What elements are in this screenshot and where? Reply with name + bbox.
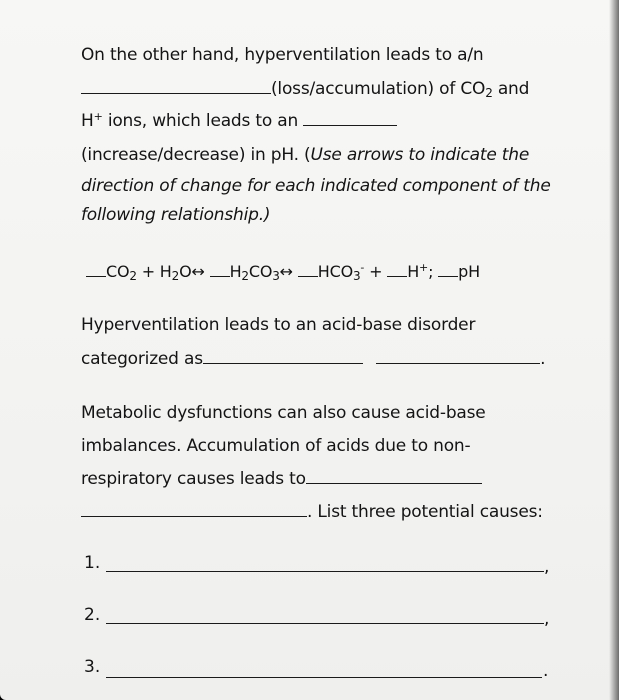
cause-1-punct: , [544, 557, 550, 577]
p1-line1-text: On the other hand, hyperventilation leads to a/n [81, 45, 484, 65]
co2-subscript: 2 [485, 86, 493, 100]
eq-plus-h: + [364, 262, 383, 281]
p1-line1 [81, 44, 483, 66]
p1-line4 [81, 144, 529, 166]
p2-line1-text: Hyperventilation leads to an acid-base disorder [81, 315, 476, 335]
p1-line6 [81, 204, 270, 226]
blank-hco3-direction[interactable] [298, 260, 318, 277]
eq-h2o-o: O [179, 262, 192, 281]
eq-hco3-sup: - [360, 261, 365, 274]
cause-2-blank[interactable] [106, 623, 544, 624]
blank-h2co3-direction[interactable] [210, 260, 230, 277]
p2-line1 [81, 314, 475, 336]
p3-line2-text: imbalances. Accumulation of acids due to non- [81, 436, 471, 456]
p3-line2 [81, 435, 470, 457]
p1-line2-text: (loss/accumulation) of CO [271, 79, 486, 99]
eq-h2co3-sub2: 3 [272, 269, 280, 283]
p1-line4-text: (increase/decrease) in pH. ( [81, 145, 311, 165]
eq-h: H [407, 262, 420, 281]
p1-line4-italic: Use arrows to indicate the [310, 145, 530, 165]
p2-line2-text: categorized as [81, 349, 203, 369]
p1-line5 [81, 175, 551, 197]
cause-3-blank[interactable] [106, 677, 542, 678]
blank-co2-direction[interactable] [86, 260, 106, 277]
p1-line5-text: direction of change for each indicated component of the [81, 176, 551, 196]
p1-line3 [81, 109, 397, 132]
eq-plus-h2o: + H [136, 262, 172, 281]
cause-1-blank[interactable] [106, 571, 544, 572]
p1-line3-text: ions, which leads to an [102, 111, 299, 131]
blank-h-direction[interactable] [387, 260, 407, 277]
list-number-1: 1. [84, 553, 101, 573]
p1-line2-end: and [492, 79, 530, 99]
eq-h-sup: + [419, 261, 429, 274]
eq-h2co3-co: CO [248, 262, 273, 281]
eq-h2o-sub: 2 [171, 269, 180, 283]
eq-hco3: HCO [317, 262, 353, 281]
blank-increase-decrease[interactable] [303, 109, 397, 126]
p3-line4 [81, 500, 543, 523]
p3-line3-text: respiratory causes leads to [81, 469, 306, 489]
eq-arrow-1: ↔ [191, 262, 205, 281]
p3-line3 [81, 467, 482, 490]
blank-disorder-2[interactable] [376, 347, 540, 364]
p2-line2-period: . [540, 349, 546, 369]
eq-co2: CO [106, 262, 130, 281]
list-number-2: 2. [84, 605, 101, 625]
p2-line2 [81, 347, 545, 370]
p3-line4-text: . List three potential causes: [307, 502, 543, 522]
blank-metabolic-result[interactable] [306, 467, 482, 484]
p1-line6-text: following relationship.) [81, 205, 271, 225]
blank-ph-direction[interactable] [438, 260, 458, 277]
p1-line2 [81, 77, 529, 100]
page-edge-shadow [609, 0, 619, 700]
h-ion-text: H [81, 111, 94, 131]
cause-3-punct: . [543, 661, 549, 681]
eq-hco3-sub: 3 [352, 269, 361, 283]
eq-co2-sub: 2 [129, 269, 137, 283]
cause-2-punct: , [544, 609, 550, 629]
eq-h2co3-sub1: 2 [241, 269, 249, 283]
eq-ph: pH [458, 262, 480, 281]
blank-disorder-1[interactable] [203, 347, 363, 364]
eq-arrow-2: ↔ [279, 262, 293, 281]
p3-line1 [81, 402, 486, 424]
h-ion-sup: + [93, 110, 103, 123]
eq-h2co3-h: H [229, 262, 242, 281]
list-number-3: 3. [84, 657, 101, 677]
blank-loss-accumulation[interactable] [81, 77, 271, 94]
blank-metabolic-disorder[interactable] [81, 500, 307, 517]
eq-semicolon: ; [428, 262, 434, 281]
p3-line1-text: Metabolic dysfunctions can also cause acid-base [81, 403, 486, 423]
equation [86, 260, 480, 283]
